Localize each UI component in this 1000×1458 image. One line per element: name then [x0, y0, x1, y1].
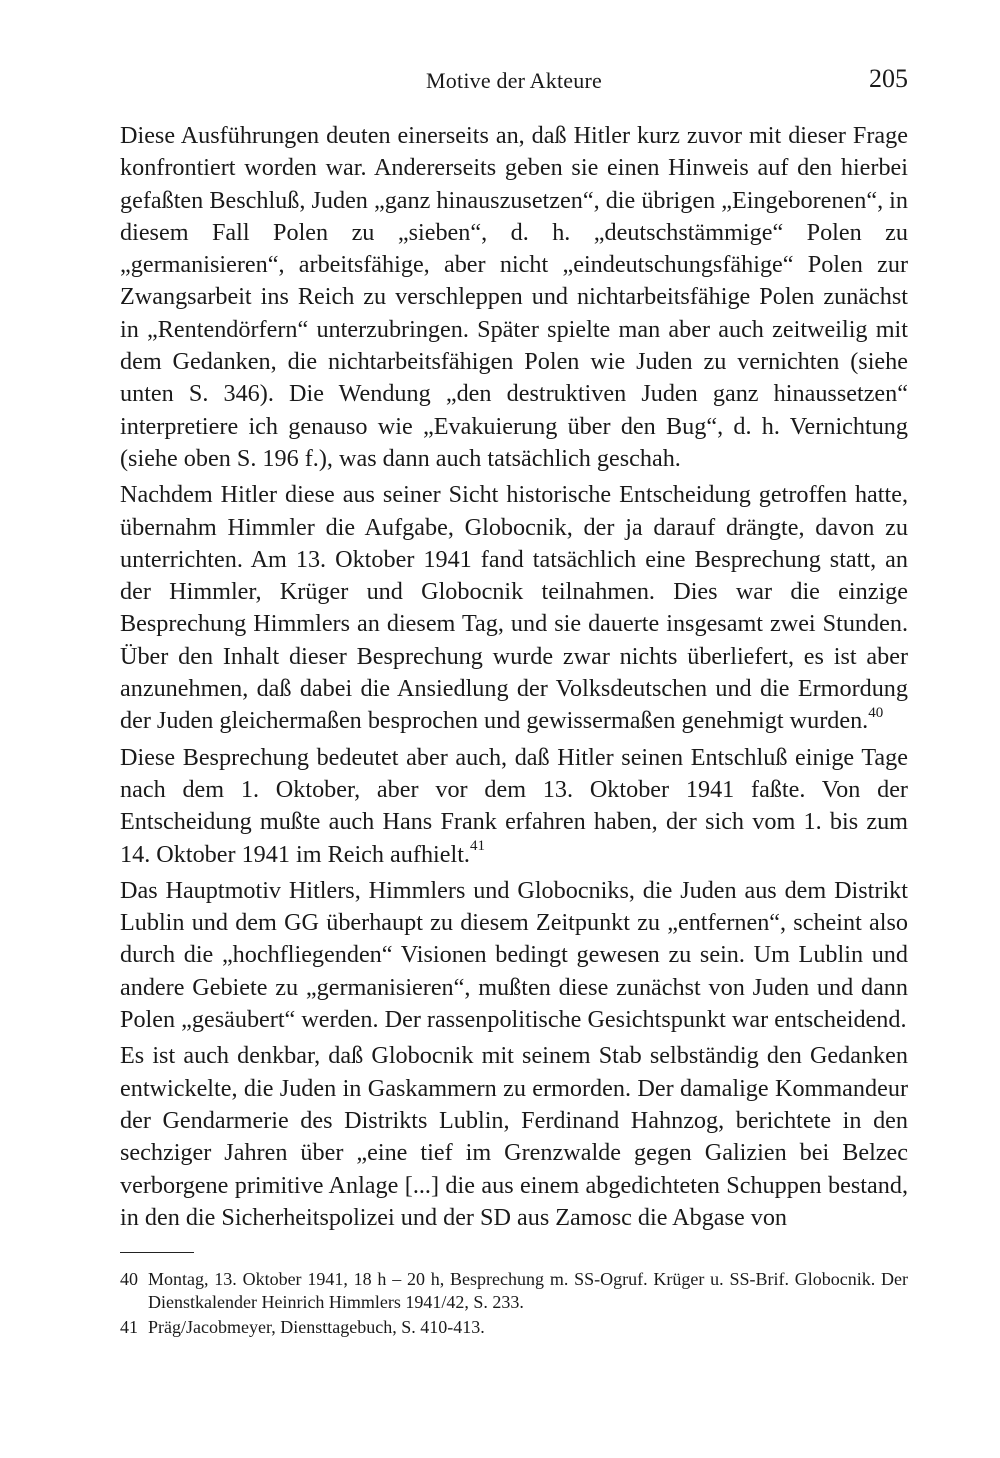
footnote-text: Präg/Jacobmeyer, Diensttagebuch, S. 410-413. — [148, 1317, 485, 1337]
paragraph-5 — [120, 1040, 908, 1234]
paragraph-4 — [120, 875, 908, 1036]
paragraph-text: Diese Besprechung bedeutet aber auch, daß Hitler seinen Entschluß einige Tage nach dem 1. Oktober, aber vor dem 13. Oktober 1941 faßte. Von der Entscheidung mußte auch Hans Frank erfahren haben, der sich vom 1. bis zum 14. Oktober 1941 im Reich aufhielt. — [120, 743, 908, 868]
paragraph-text: Nachdem Hitler diese aus seiner Sicht historische Entscheidung getroffen hatte, übernahm Himmler die Aufgabe, Globocnik, der ja darauf drängte, davon zu unterrichten. Am 13. Oktober 1941 fand tatsächlich eine Besprechung statt, an der Himmler, Krüger und Globocnik teilnahmen. Dies war die einzige Besprechung Himmlers an diesem Tag, und sie dauerte insgesamt zwei Stunden. Über den Inhalt dieser Besprechung wurde zwar nichts überliefert, es ist aber anzunehmen, daß dabei die Ansiedlung der Volksdeutschen und die Ermordung der Juden gleichermaßen besprochen und gewissermaßen genehmigt wurden. — [120, 481, 908, 735]
running-title: Motive der Akteure — [426, 68, 602, 93]
paragraph-text: Diese Ausführungen deuten einerseits an, daß Hitler kurz zuvor mit dieser Frage konfrontiert worden war. Andererseits geben sie einen Hinweis auf den hierbei gefaßten Beschluß, Juden „ganz hinauszusetzen“, die übrigen „Eingeborenen“, in diesem Fall Polen zu „sieben“, d. h. „deutschstämmige“ Polen zu „germanisieren“, arbeitsfähige, aber nicht „eindeutschungsfähige“ Polen zur Zwangsarbeit ins Reich zu verschleppen und nichtarbeitsfähige Polen zunächst in „Rentendörfern“ unterzubringen. Später spielte man aber auch zeitweilig mit dem Gedanken, die nichtarbeitsfähigen Polen wie Juden zu vernichten (siehe unten S. 346). Die Wendung „den destruktiven Juden ganz hinaussetzen“ interpretiere ich genauso wie „Evakuierung über den Bug“, d. h. Vernichtung (siehe oben S. 196 f.), was dann auch tatsächlich geschah. — [120, 122, 908, 472]
page-number: 205 — [869, 64, 908, 93]
body-text — [120, 120, 908, 1238]
paragraph-text: Es ist auch denkbar, daß Globocnik mit seinem Stab selbständig den Gedanken entwickelte, die Juden in Gaskammern zu ermorden. Der damalige Kommandeur der Gendarmerie des Distrikts Lublin, Ferdinand Hahnzog, berichtete in den sechziger Jahren über „eine tief im Grenzwalde gegen Galizien bei Belzec verborgene primitive Anlage [...] die aus einem abgedichteten Schuppen bestand, in den die Sicherheitspolizei und der SD aus Zamosc die Abgase von — [120, 1042, 908, 1231]
footnote-number: 41 — [120, 1317, 138, 1337]
footnotes — [120, 1268, 908, 1341]
footnote-divider — [120, 1252, 194, 1253]
paragraph-text: Das Hauptmotiv Hitlers, Himmlers und Globocniks, die Juden aus dem Distrikt Lublin und dem GG überhaupt zu diesem Zeitpunkt zu „entfernen“, scheint also durch die „hochfliegenden“ Visionen bedingt gewesen zu sein. Um Lublin und andere Gebiete zu „germanisieren“, mußten diese zunächst von Juden und dann Polen „gesäubert“ werden. Der rassenpolitische Gesichtspunkt war entscheidend. — [120, 876, 908, 1034]
paragraph-2 — [120, 479, 908, 737]
footnote-text: Montag, 13. Oktober 1941, 18 h – 20 h, Besprechung m. SS-Ogruf. Krüger u. SS-Brif. Globocnik. Der Dienstkalender Heinrich Himmlers 1941/42, S. 233. — [148, 1269, 908, 1312]
footnote-reference[interactable]: 41 — [469, 838, 485, 855]
page-header — [120, 62, 908, 96]
paragraph-3 — [120, 742, 908, 871]
footnote-reference[interactable]: 40 — [868, 705, 884, 722]
footnote-41 — [120, 1316, 908, 1339]
footnote-40 — [120, 1268, 908, 1314]
footnote-number: 40 — [120, 1269, 138, 1289]
paragraph-1 — [120, 120, 908, 475]
